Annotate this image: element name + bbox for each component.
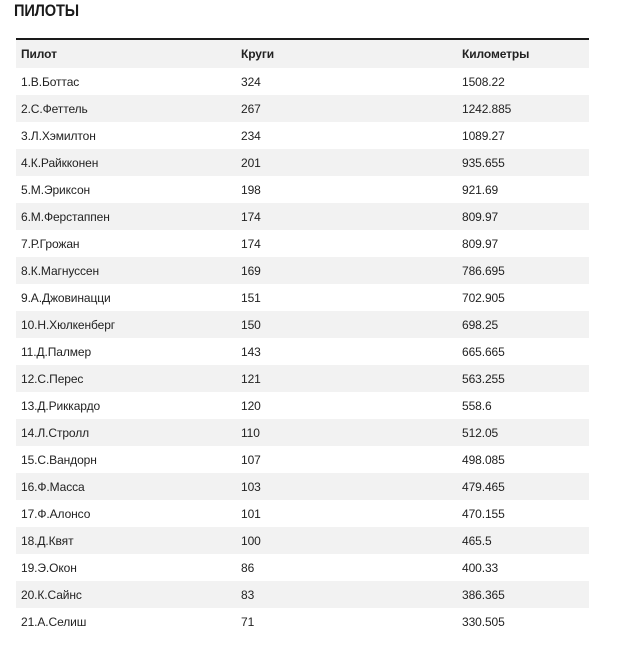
driver-cell: 13.Д.Риккардо [21,398,101,413]
laps-cell: 86 [241,560,255,575]
kilometers-cell: 558.6 [462,398,492,413]
table-row [16,527,589,554]
kilometers-cell: 809.97 [462,236,499,251]
table-row [16,392,589,419]
kilometers-cell: 702.905 [462,290,505,305]
kilometers-cell: 498.085 [462,452,505,467]
laps-cell: 201 [241,155,261,170]
kilometers-cell: 1508.22 [462,74,505,89]
kilometers-cell: 330.505 [462,614,505,629]
driver-cell: 20.К.Сайнс [21,587,82,602]
kilometers-cell: 1242.885 [462,101,512,116]
driver-cell: 7.Р.Грожан [21,236,80,251]
driver-cell: 2.С.Феттель [21,101,88,116]
laps-cell: 143 [241,344,261,359]
driver-cell: 1.В.Боттас [21,74,80,89]
kilometers-cell: 665.665 [462,344,505,359]
driver-cell: 17.Ф.Алонсо [21,506,91,521]
driver-cell: 11.Д.Палмер [21,344,92,359]
driver-cell: 12.С.Перес [21,371,84,386]
kilometers-cell: 786.695 [462,263,505,278]
driver-cell: 19.Э.Окон [21,560,77,575]
table-row [16,203,589,230]
driver-cell: 8.К.Магнуссен [21,263,100,278]
driver-cell: 14.Л.Стролл [21,425,90,440]
driver-cell: 18.Д.Квят [21,533,74,548]
laps-cell: 71 [241,614,255,629]
laps-cell: 83 [241,587,255,602]
kilometers-cell: 512.05 [462,425,499,440]
table-row [16,365,589,392]
laps-cell: 101 [241,506,261,521]
table-row [16,419,589,446]
laps-cell: 120 [241,398,261,413]
header-kilometers: Километры [462,47,530,61]
driver-cell: 16.Ф.Масса [21,479,85,494]
kilometers-cell: 935.655 [462,155,505,170]
table-row [16,473,589,500]
table-row [16,338,589,365]
table-row [16,554,589,581]
table-header-row [16,40,589,68]
laps-cell: 174 [241,209,261,224]
table-row [16,608,589,635]
table-row [16,311,589,338]
driver-cell: 10.Н.Хюлкенберг [21,317,116,332]
laps-cell: 103 [241,479,261,494]
laps-cell: 234 [241,128,261,143]
laps-cell: 107 [241,452,261,467]
kilometers-cell: 479.465 [462,479,505,494]
table-body [16,68,589,635]
laps-cell: 150 [241,317,261,332]
driver-cell: 3.Л.Хэмилтон [21,128,96,143]
laps-cell: 121 [241,371,261,386]
kilometers-cell: 921.69 [462,182,499,197]
kilometers-cell: 698.25 [462,317,499,332]
driver-cell: 4.К.Райкконен [21,155,99,170]
kilometers-cell: 465.5 [462,533,492,548]
driver-cell: 21.А.Селиш [21,614,87,629]
header-laps: Круги [241,47,275,61]
table-row [16,500,589,527]
driver-cell: 6.М.Ферстаппен [21,209,110,224]
table-row [16,257,589,284]
laps-cell: 110 [241,425,260,440]
laps-cell: 174 [241,236,261,251]
table-row [16,230,589,257]
driver-cell: 15.С.Вандорн [21,452,97,467]
table-row [16,68,589,95]
kilometers-cell: 1089.27 [462,128,505,143]
table-row [16,176,589,203]
header-driver: Пилот [21,47,57,61]
table-row [16,95,589,122]
kilometers-cell: 400.33 [462,560,499,575]
kilometers-cell: 809.97 [462,209,499,224]
table-row [16,122,589,149]
laps-cell: 267 [241,101,261,116]
driver-cell: 5.М.Эриксон [21,182,91,197]
laps-cell: 324 [241,74,261,89]
laps-cell: 169 [241,263,261,278]
table-row [16,284,589,311]
kilometers-cell: 563.255 [462,371,505,386]
kilometers-cell: 470.155 [462,506,505,521]
page-title: ПИЛОТЫ [14,1,79,20]
table-row [16,446,589,473]
laps-cell: 151 [241,290,261,305]
drivers-table [16,38,589,635]
kilometers-cell: 386.365 [462,587,505,602]
laps-cell: 100 [241,533,261,548]
table-row [16,581,589,608]
driver-cell: 9.А.Джовинацци [21,290,111,305]
laps-cell: 198 [241,182,261,197]
table-row [16,149,589,176]
